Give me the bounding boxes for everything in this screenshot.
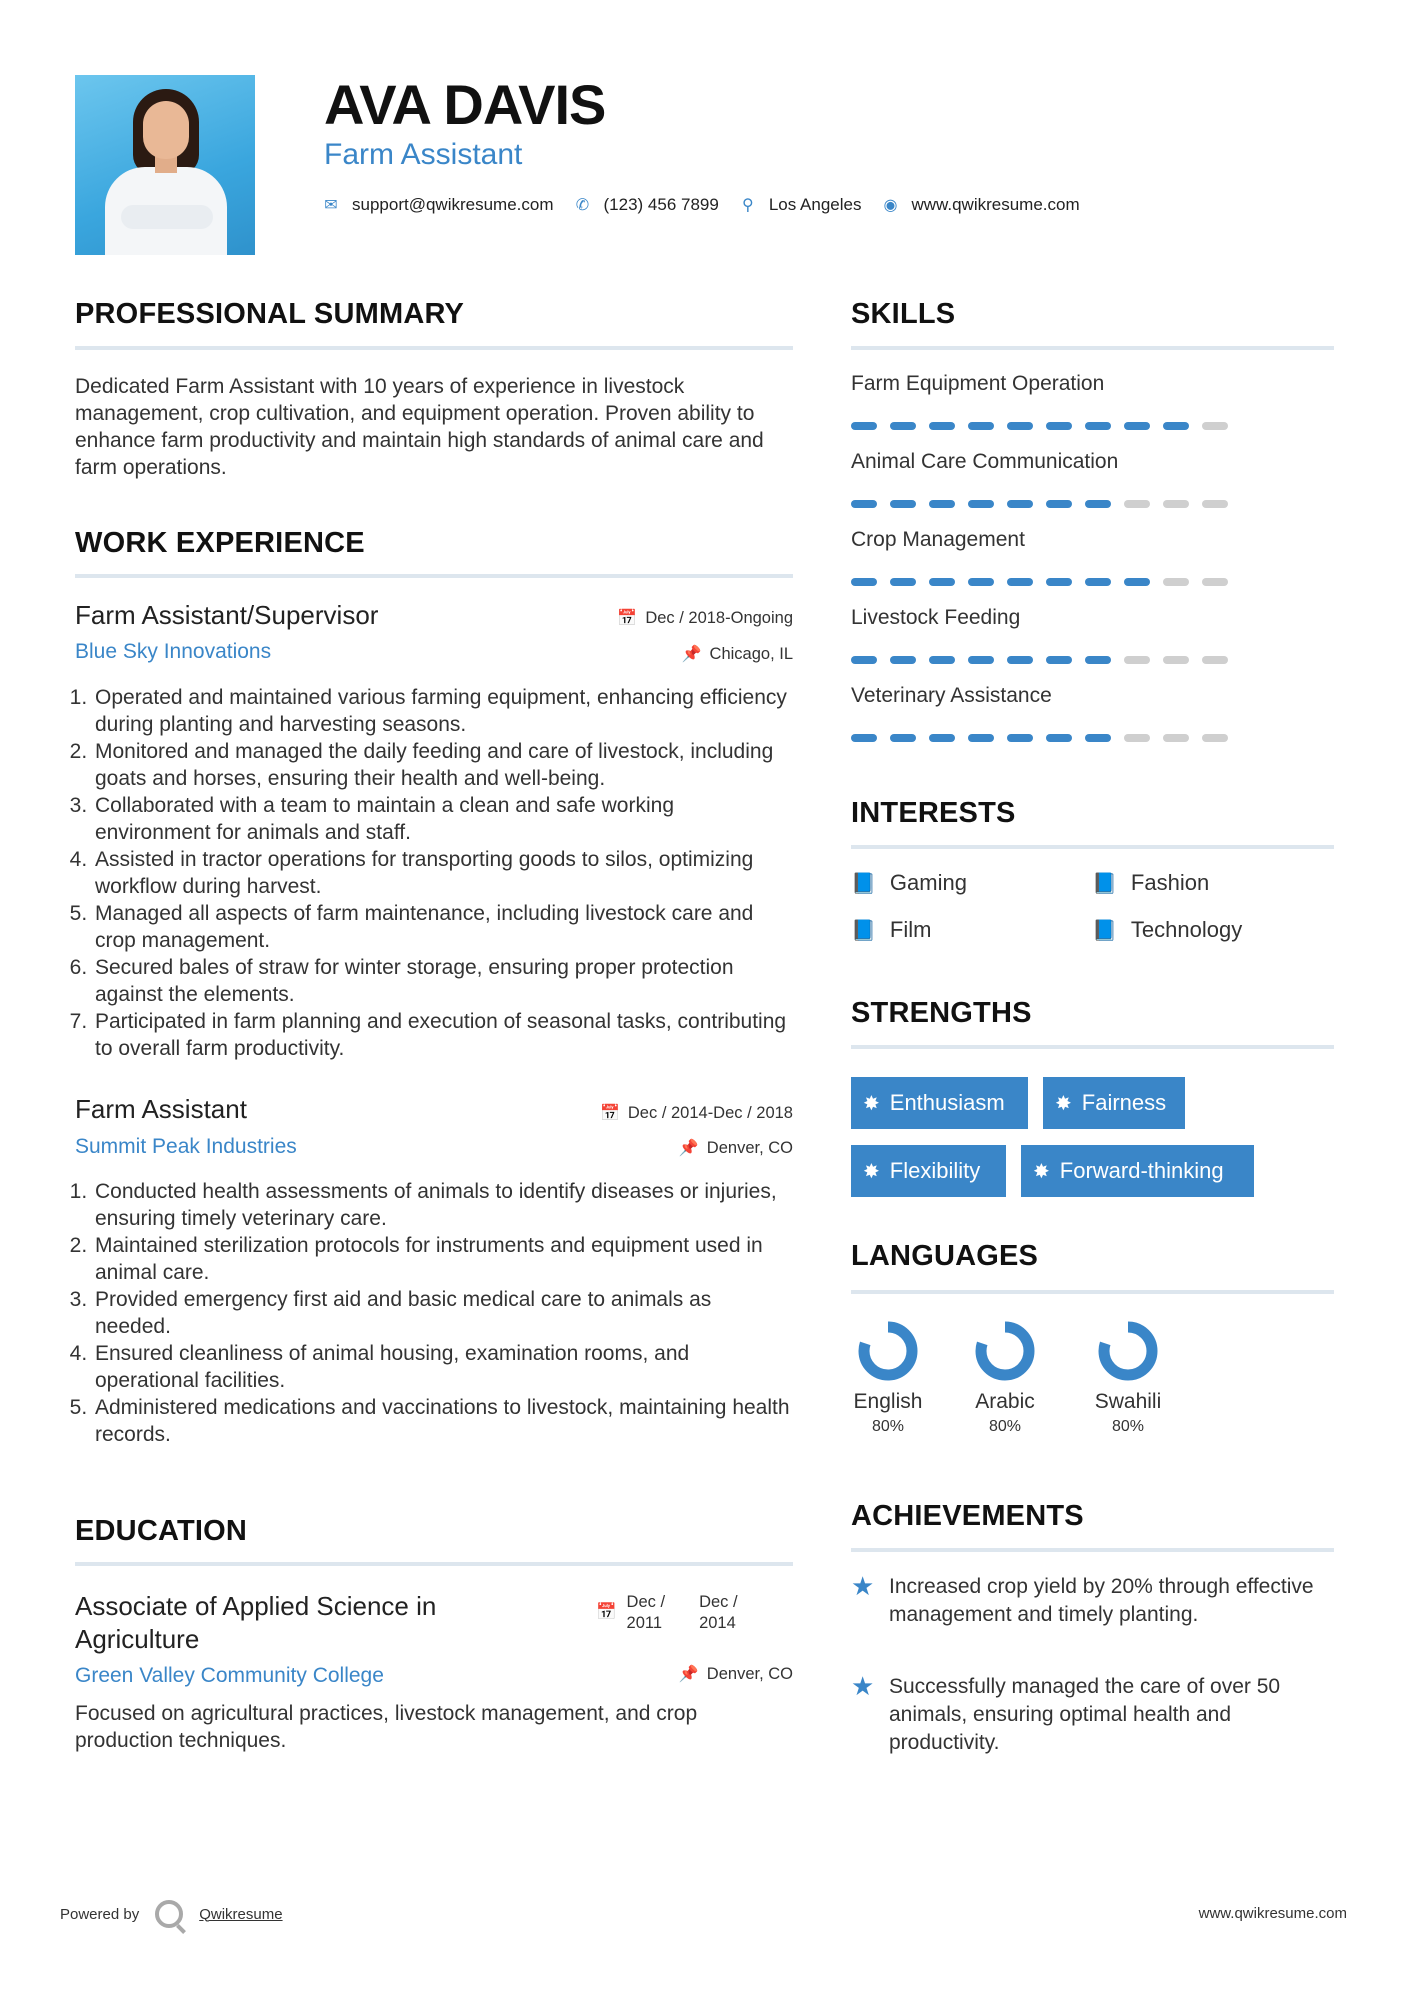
skill-name: Livestock Feeding [851,606,1021,629]
education-divider [75,1562,793,1566]
education-dates [596,1592,738,1634]
summary-divider [75,346,793,350]
job-title: Farm Assistant [75,1094,247,1124]
degree-title [75,1590,505,1656]
calendar-icon: 📅 [599,1105,620,1122]
job-dates-text: Dec / 2018-Ongoing [645,608,793,627]
skill-level-dash [1202,500,1228,508]
skill-level-dash [929,500,955,508]
skill-name: Animal Care Communication [851,450,1119,473]
list-item: 3. Collaborated with a team to maintain a clean and safe working environment for animals and staff. [93,792,793,846]
skill-level-dash [851,578,877,586]
list-item: 1. Operated and maintained various farming equipment, enhancing efficiency during planting and harvesting seasons. [93,684,793,738]
skill-level-dash [1163,656,1189,664]
skill-level-dash [890,500,916,508]
skill-level-dash [1202,734,1228,742]
pin-icon: 📌 [678,1140,699,1157]
book-icon: 📘 [1092,872,1117,895]
contact-location: Los Angeles [768,195,862,214]
footer-website[interactable]: www.qwikresume.com [1198,1905,1347,1922]
education-heading: EDUCATION [75,1515,248,1547]
education-location-text: Denver, CO [706,1664,793,1683]
skill-level-dash [1124,422,1150,430]
skills-divider [851,346,1334,350]
skill-level-meter [851,578,1228,586]
date-line: 2011 [626,1614,663,1632]
job-location [500,1138,793,1158]
skill-name: Farm Equipment Operation [851,372,1105,395]
experience-heading: WORK EXPERIENCE [75,527,365,559]
contact-email[interactable]: support@qwikresume.com [352,195,554,214]
skill-level-dash [1163,734,1189,742]
brand-link[interactable]: Qwikresume [199,1905,283,1923]
language-gauge-arc [864,1327,912,1375]
skill-level-dash [968,500,994,508]
job-dates [500,1103,793,1123]
job-dates [500,608,793,628]
languages-heading: LANGUAGES [851,1240,1039,1272]
education-location [500,1664,793,1684]
list-item: 5. Administered medications and vaccinations to livestock, maintaining health records. [93,1394,793,1448]
date-line: Dec / [699,1593,738,1611]
profile-photo [75,75,255,255]
skill-level-dash [929,422,955,430]
language-gauge [857,1320,919,1382]
qwikresume-logo-icon [155,1900,183,1928]
achievement-item [851,1573,1329,1629]
list-item: 2. Monitored and managed the daily feeding and care of livestock, including goats and horses, ensuring their health and well-being. [93,738,793,792]
skill-level-meter [851,656,1228,664]
book-icon: 📘 [851,872,876,895]
location-pin-icon: ⚲ [741,197,754,214]
skill-level-dash [851,422,877,430]
strength-chip [1021,1145,1254,1197]
skill-level-dash [1124,578,1150,586]
skill-level-dash [1007,734,1033,742]
skill-level-dash [890,422,916,430]
contact-bar [322,192,1100,218]
skill-level-dash [1202,656,1228,664]
education-description: Focused on agricultural practices, livestock management, and crop production techniques. [75,1702,698,1752]
language-gauge-arc [1104,1327,1152,1375]
pin-icon: 📌 [678,1666,699,1683]
skill-level-dash [1046,734,1072,742]
skill-level-dash [968,422,994,430]
strength-label: Forward-thinking [1059,1158,1224,1183]
date-line: 2014 [699,1614,736,1632]
summary-heading: PROFESSIONAL SUMMARY [75,298,465,330]
interest-label: Technology [1130,917,1243,942]
list-item: 1. Conducted health assessments of animals to identify diseases or injuries, ensuring timely veterinary care. [93,1178,793,1232]
language-gauge [1097,1320,1159,1382]
list-item: 6. Secured bales of straw for winter storage, ensuring proper protection against the elements. [93,954,793,1008]
footer-powered-by [60,1900,283,1928]
skill-level-dash [1085,578,1111,586]
skill-name: Crop Management [851,528,1025,551]
interests-divider [851,845,1334,849]
achievements-heading: ACHIEVEMENTS [851,1500,1084,1532]
skill-level-dash [851,500,877,508]
skill-level-dash [1202,578,1228,586]
date-line: Dec / [626,1593,666,1611]
globe-icon: ◉ [883,197,898,214]
skill-level-dash [890,578,916,586]
skill-level-dash [1163,422,1189,430]
interest-item [851,870,967,896]
skill-level-dash [890,656,916,664]
skill-level-meter [851,422,1228,430]
summary-text: Dedicated Farm Assistant with 10 years of experience in livestock management, crop cultivation, and equipment operation. Proven ability to enhance farm productivity and maintain high standards of animal care and farm operations. [75,375,764,479]
contact-phone[interactable]: (123) 456 7899 [603,195,719,214]
list-item: 5. Managed all aspects of farm maintenance, including livestock care and crop management. [93,900,793,954]
skill-level-dash [1046,656,1072,664]
list-item: 7. Participated in farm planning and execution of seasonal tasks, contributing to overall farm productivity. [93,1008,793,1062]
skill-level-dash [1085,656,1111,664]
achievements-divider [851,1548,1334,1552]
envelope-icon: ✉ [324,197,338,214]
job-bullets [75,1178,793,1448]
skill-level-dash [1163,500,1189,508]
strength-label: Enthusiasm [889,1090,1005,1115]
strengths-heading: STRENGTHS [851,997,1032,1029]
interest-item [1092,917,1242,943]
interest-label: Film [889,917,932,942]
badge-icon: ✸ [1033,1160,1050,1183]
job-location-text: Denver, CO [706,1138,793,1157]
skill-level-dash [851,656,877,664]
language-gauge-arc [981,1327,1029,1375]
skill-level-dash [1085,734,1111,742]
skill-level-dash [1046,578,1072,586]
interests-heading: INTERESTS [851,797,1016,829]
job-location-text: Chicago, IL [709,644,793,663]
book-icon: 📘 [851,919,876,942]
skill-level-dash [1085,422,1111,430]
language-item [838,1320,938,1436]
badge-icon: ✸ [1055,1092,1072,1115]
skill-level-dash [1046,500,1072,508]
job-bullets [75,684,793,1062]
achievement-text: Successfully managed the care of over 50 animals, ensuring optimal health and productivity. [889,1675,1281,1754]
achievement-text: Increased crop yield by 20% through effective management and timely planting. [889,1575,1314,1626]
job-company: Blue Sky Innovations [75,640,272,663]
powered-by-label: Powered by [60,1905,140,1923]
language-item [955,1320,1055,1436]
language-percent: 80% [1111,1418,1145,1435]
job-title: Farm Assistant/Supervisor [75,600,379,630]
strengths-divider [851,1045,1334,1049]
calendar-icon: 📅 [617,610,638,627]
degree-line: Agriculture [75,1624,200,1654]
school-name: Green Valley Community College [75,1664,384,1687]
skill-name: Veterinary Assistance [851,684,1052,707]
candidate-name: AVA DAVIS [324,73,606,136]
skill-level-dash [929,656,955,664]
skills-heading: SKILLS [851,298,956,330]
language-gauge [974,1320,1036,1382]
language-percent: 80% [871,1418,905,1435]
degree-line: Associate of Applied Science in [75,1591,437,1621]
phone-icon: ✆ [575,197,590,214]
list-item: 3. Provided emergency first aid and basic medical care to animals as needed. [93,1286,793,1340]
skill-level-meter [851,500,1228,508]
pin-icon: 📌 [681,646,702,663]
skill-level-dash [890,734,916,742]
education-end [699,1592,738,1634]
skill-level-dash [968,734,994,742]
strength-label: Fairness [1081,1090,1167,1115]
badge-icon: ✸ [863,1160,880,1183]
skill-level-dash [968,656,994,664]
strength-chip [851,1145,1006,1197]
skill-level-dash [1007,500,1033,508]
badge-icon: ✸ [863,1092,880,1115]
star-icon: ★ [851,1671,875,1701]
language-name: Arabic [975,1390,1035,1413]
job-dates-text: Dec / 2014-Dec / 2018 [627,1103,793,1122]
skill-level-dash [1202,422,1228,430]
contact-website[interactable]: www.qwikresume.com [911,195,1080,214]
book-icon: 📘 [1092,919,1117,942]
skill-level-dash [1124,500,1150,508]
language-name: English [853,1390,923,1413]
list-item: 2. Maintained sterilization protocols for instruments and equipment used in animal care. [93,1232,793,1286]
skill-level-dash [1007,578,1033,586]
skill-level-dash [1007,422,1033,430]
skill-level-dash [929,734,955,742]
skill-level-dash [851,734,877,742]
calendar-icon: 📅 [596,1603,617,1621]
list-item: 4. Assisted in tractor operations for transporting goods to silos, optimizing workflow during harvest. [93,846,793,900]
skill-level-dash [1124,656,1150,664]
achievement-item [851,1673,1329,1757]
strength-label: Flexibility [889,1158,981,1183]
skill-level-dash [1124,734,1150,742]
strength-chip [851,1077,1028,1129]
interest-item [851,917,931,943]
languages-divider [851,1290,1334,1294]
skill-level-dash [1163,578,1189,586]
job-location [500,644,793,664]
education-start [627,1592,666,1634]
interest-label: Gaming [889,870,967,895]
job-company: Summit Peak Industries [75,1135,297,1158]
interest-label: Fashion [1130,870,1210,895]
skill-level-dash [968,578,994,586]
skill-level-dash [1085,500,1111,508]
skill-level-dash [929,578,955,586]
language-item [1078,1320,1178,1436]
language-name: Swahili [1094,1390,1162,1413]
skill-level-dash [1007,656,1033,664]
language-percent: 80% [988,1418,1022,1435]
skill-level-dash [1046,422,1072,430]
experience-divider [75,574,793,578]
strength-chip [1043,1077,1185,1129]
star-icon: ★ [851,1571,875,1601]
candidate-role: Farm Assistant [324,138,523,171]
interest-item [1092,870,1209,896]
skill-level-meter [851,734,1228,742]
list-item: 4. Ensured cleanliness of animal housing, examination rooms, and operational facilities. [93,1340,793,1394]
